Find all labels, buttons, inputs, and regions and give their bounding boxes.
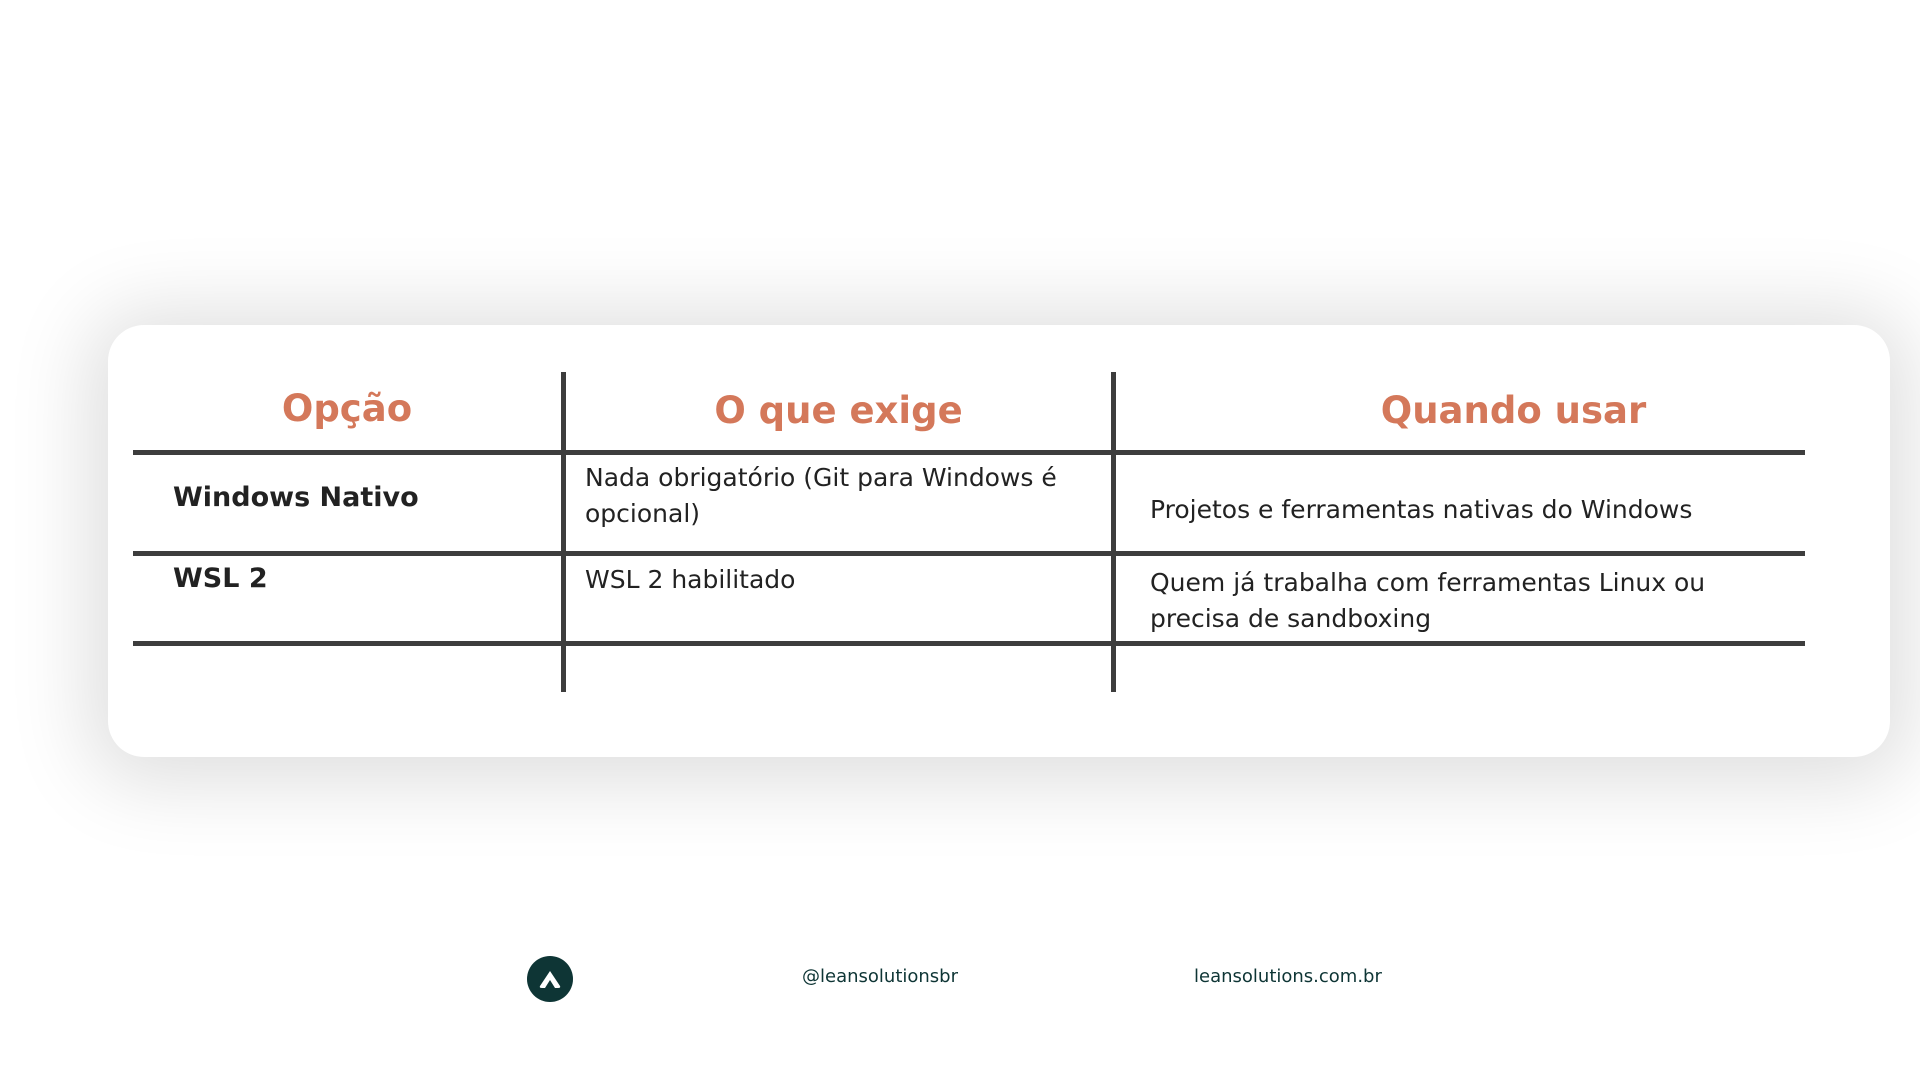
row-1-when: Projetos e ferramentas nativas do Windows [1150,495,1693,524]
footer-handle[interactable]: @leansolutionsbr [802,966,958,987]
header-requires: O que exige [714,389,963,432]
header-when: Quando usar [1380,389,1647,432]
row-1-option: Windows Nativo [173,482,419,513]
row-2-requires: WSL 2 habilitado [585,565,796,594]
row-2-option: WSL 2 [173,563,268,594]
row-divider-1 [133,551,1805,556]
lean-solutions-logo-icon [527,956,573,1002]
header-divider [133,450,1805,455]
row-divider-2 [133,641,1805,646]
row-2-when: Quem já trabalha com ferramentas Linux ou precisa de sandboxing [1150,568,1706,633]
header-option: Opção [281,387,413,430]
footer-website[interactable]: leansolutions.com.br [1194,966,1382,987]
row-1-requires: Nada obrigatório (Git para Windows é opcional) [585,463,1057,528]
